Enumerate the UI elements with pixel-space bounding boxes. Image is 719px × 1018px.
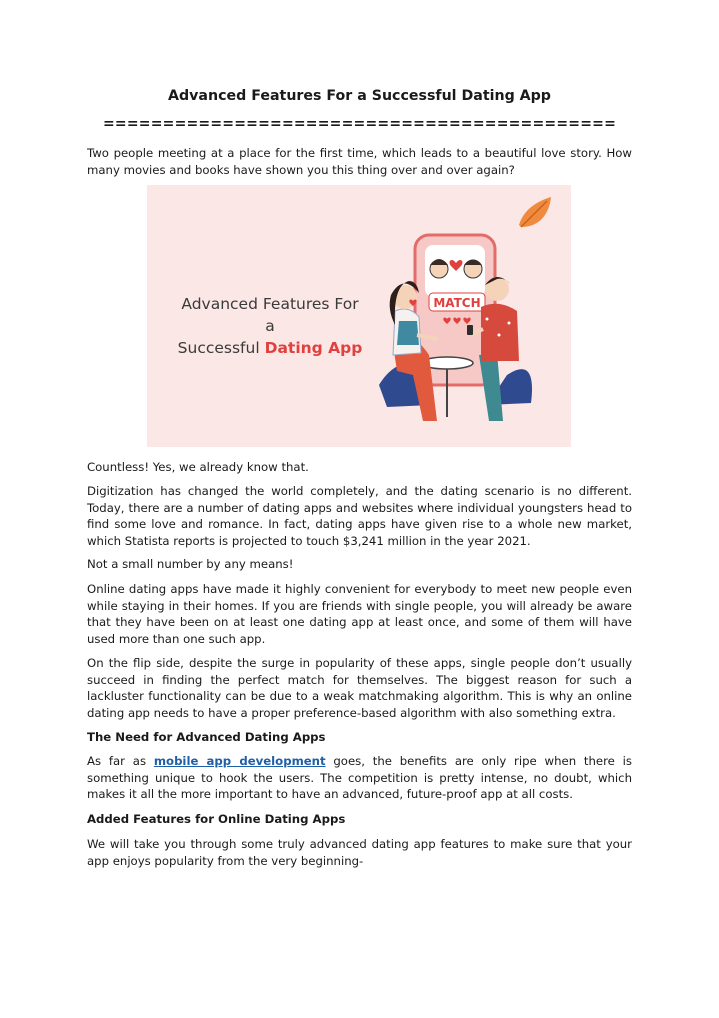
paragraph-mobile-app [87, 753, 632, 803]
match-badge-text: MATCH [433, 296, 481, 310]
intro-paragraph: Two people meeting at a place for the first time, which leads to a beautiful love story. How many movies and books have shown you this thing over and over again? [87, 146, 632, 177]
mobile-app-development-link[interactable]: mobile app development [153, 754, 326, 768]
paragraph-not-small: Not a small number by any means! [87, 557, 294, 571]
hero-title-line2 [175, 337, 365, 359]
match-badge [429, 293, 485, 311]
hero-title-plain: Successful [177, 339, 265, 357]
paragraph-online-dating: Online dating apps have made it highly convenient for everybody to meet new people even while staying in their homes. If you are friends with single people, you will already be aware that they have been on at least one dating app at least once, and some of them will have used more than one such app. [87, 582, 632, 646]
title-underline-rule: =========================================== [102, 116, 616, 132]
paragraph-mobile-app-post: goes, the benefits are only ripe when there is something unique to hook the users. The competition is pretty intense, no doubt, which makes it all the more important to have an advanced, future-proof app at all costs. [87, 754, 632, 802]
paragraph-added-features: We will take you through some truly advanced dating app features to make sure that your app enjoys popularity from the very beginning- [87, 837, 632, 868]
hero-illustration [147, 185, 571, 447]
paragraph-mobile-app-pre: As far as [87, 754, 154, 768]
hero-title [175, 293, 365, 359]
paragraph-flip-side: On the flip side, despite the surge in popularity of these apps, single people don’t usually succeed in finding the perfect match for themselves. The biggest reason for such a lackluster functionality can be due to a weak matchmaking algorithm. This is why an online dating app needs to have a proper preference-based algorithm with also something extra. [87, 656, 632, 720]
leaf-icon [519, 197, 551, 227]
paragraph-digitization: Digitization has changed the world completely, and the dating scenario is no different. Today, there are a number of dating apps and websites where individual youngsters head to find some love and romance. In fact, dating apps have given rise to a whole new market, which Statista reports is projected to touch $3,241 million in the year 2021. [87, 484, 632, 548]
hero-title-accent: Dating App [264, 339, 363, 357]
hero-title-line1: Advanced Features For a [181, 295, 359, 335]
paragraph-countless: Countless! Yes, we already know that. [87, 460, 309, 474]
section-heading-added: Added Features for Online Dating Apps [87, 812, 346, 826]
section-heading-need: The Need for Advanced Dating Apps [87, 730, 326, 744]
document-title: Advanced Features For a Successful Dating App [168, 88, 551, 104]
